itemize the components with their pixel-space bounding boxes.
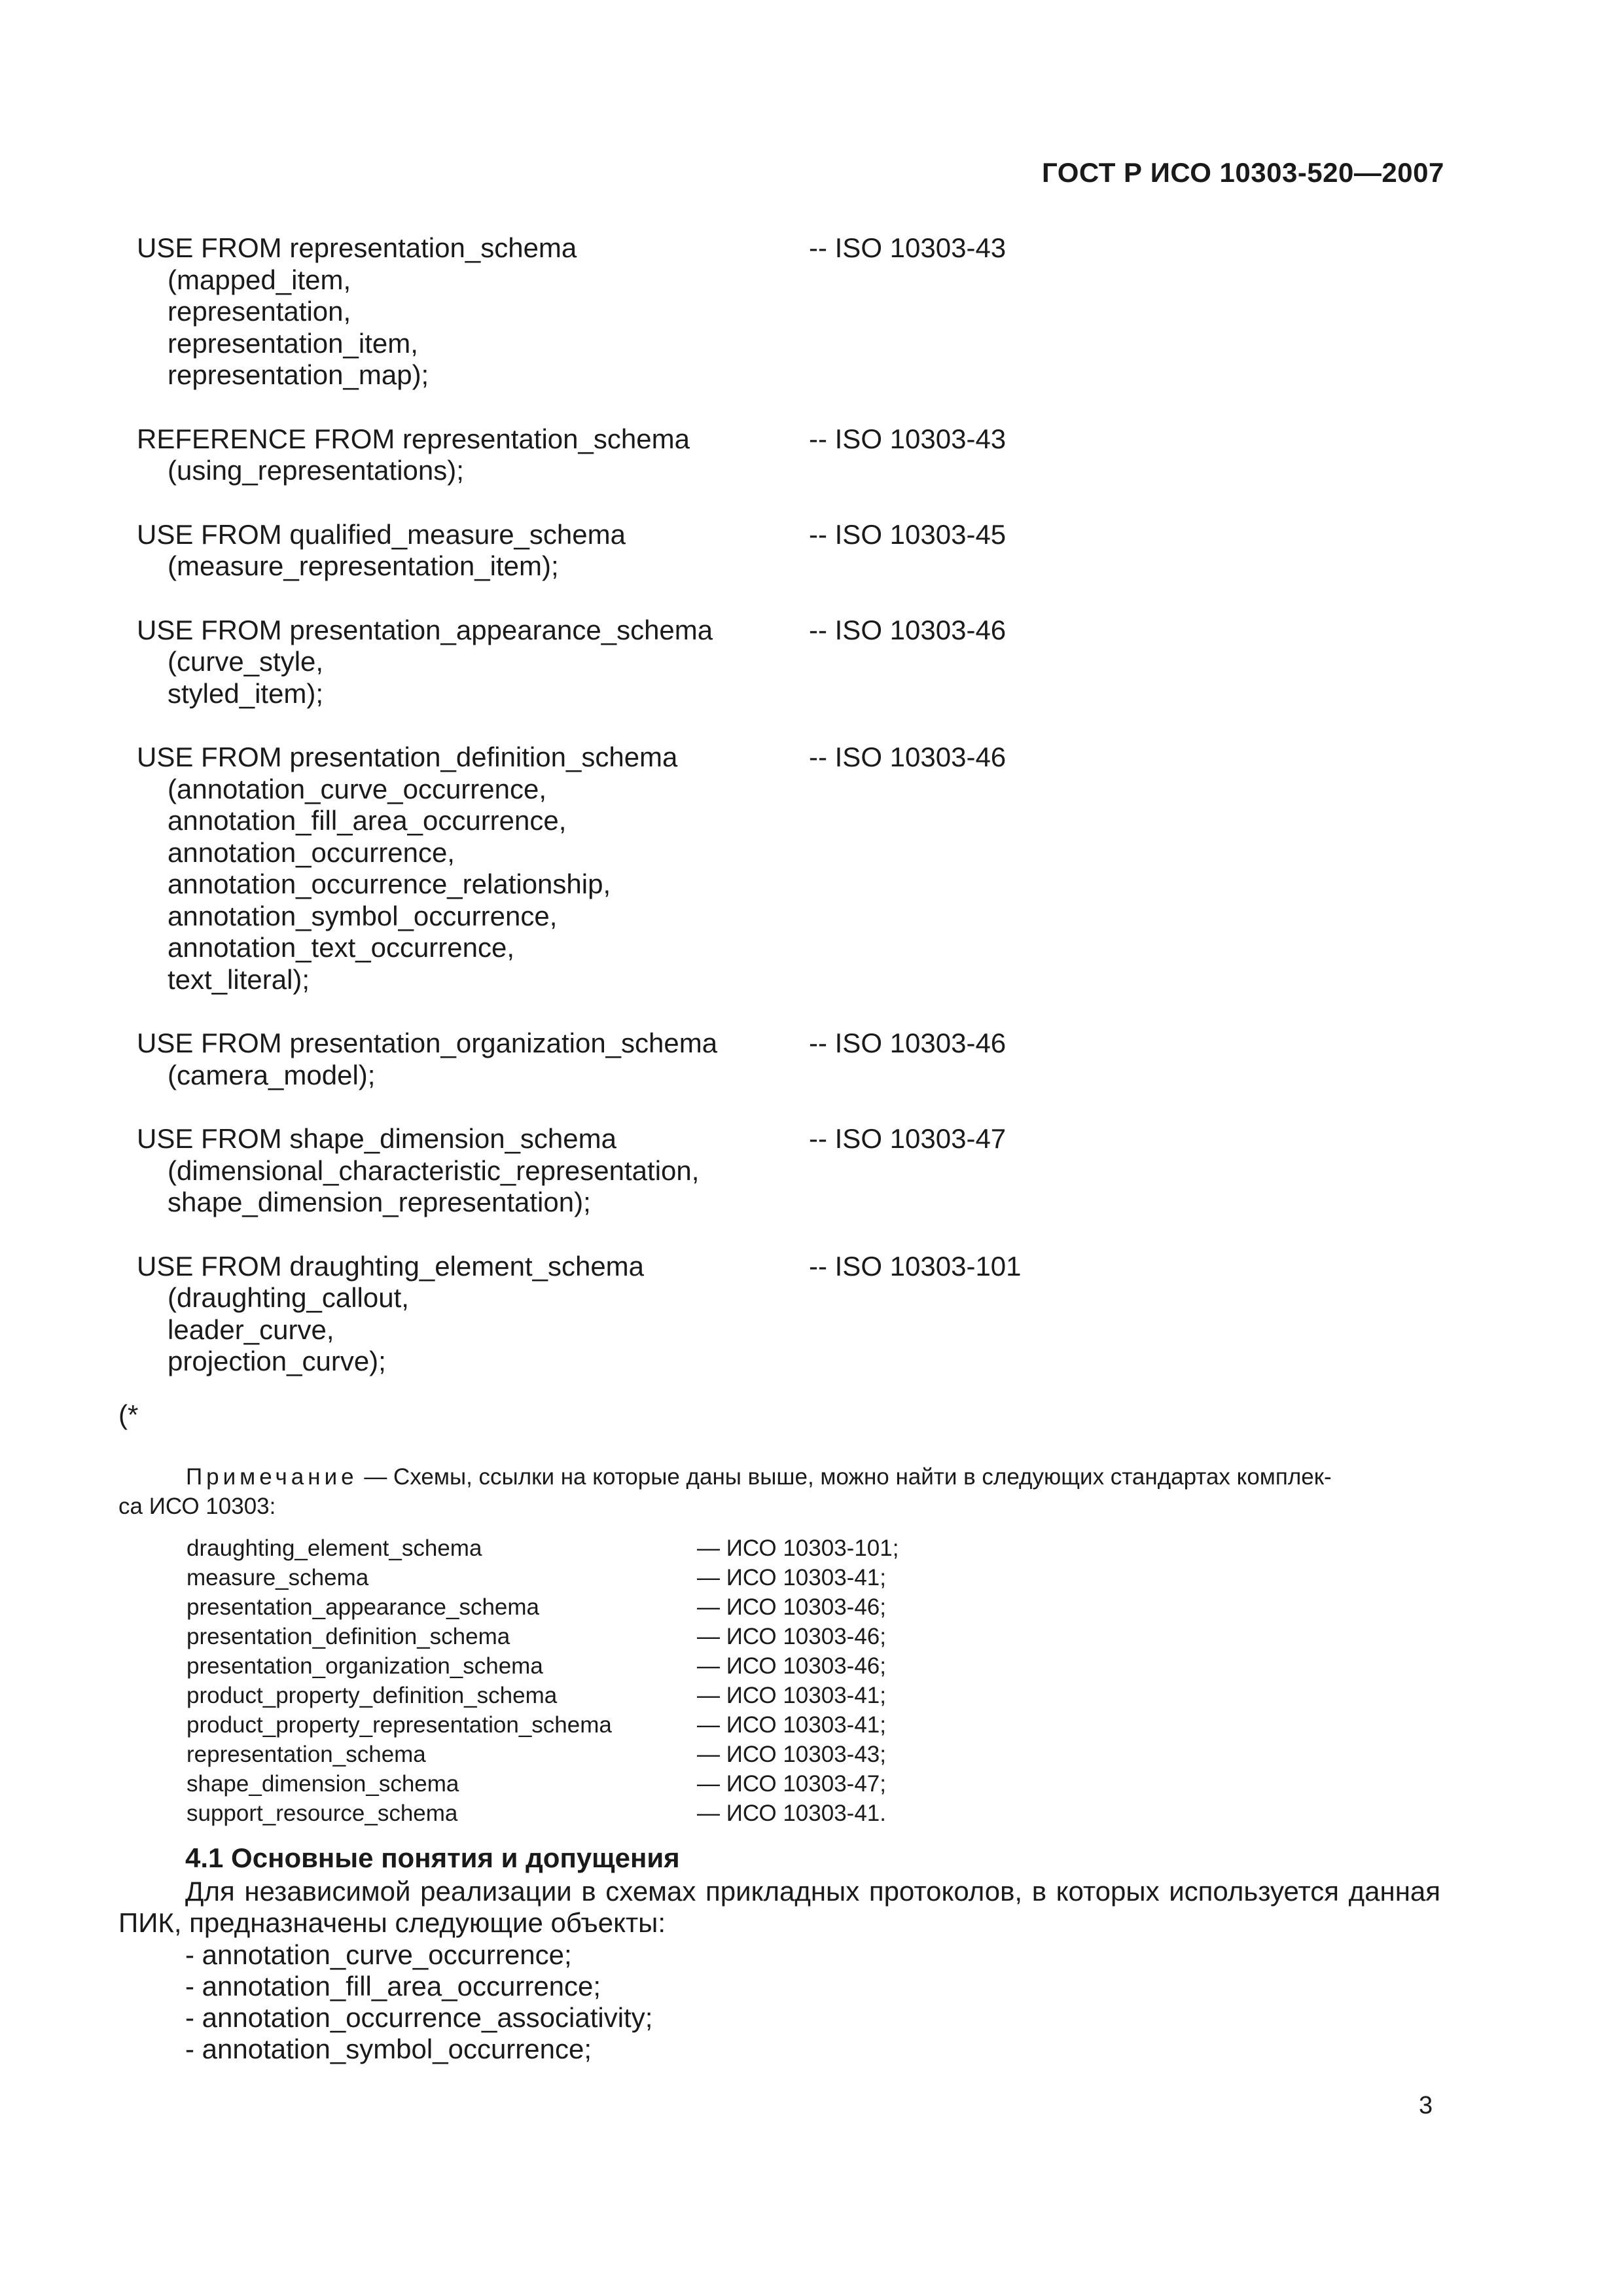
interface-item: (dimensional_characteristic_representation,	[168, 1155, 700, 1186]
schema-standard: — ИСО 10303-41;	[697, 1683, 886, 1708]
interface-statement: USE FROM shape_dimension_schema	[137, 1123, 616, 1154]
interface-statement: USE FROM presentation_appearance_schema	[137, 614, 713, 645]
list-item: - annotation_occurrence_associativity;	[185, 2002, 653, 2033]
page-number: 3	[1419, 2092, 1433, 2119]
interface-item: (measure_representation_item);	[168, 550, 559, 581]
section-paragraph: Для независимой реализации в схемах прикладных протоколов, в которых используется данная ПИК, предназначены следующие объекты:	[118, 1876, 1440, 1938]
schema-name: representation_schema	[187, 1742, 426, 1767]
schema-row	[187, 1563, 886, 1592]
interface-item: representation_item,	[168, 327, 418, 359]
interface-block	[137, 423, 1118, 487]
note-line-1	[118, 1462, 1440, 1492]
interface-item: annotation_symbol_occurrence,	[168, 900, 558, 931]
schema-standard: — ИСО 10303-101;	[697, 1535, 899, 1561]
iso-reference: -- ISO 10303-43	[809, 232, 1007, 263]
comment-close: (*	[118, 1399, 139, 1430]
schema-row	[187, 1799, 886, 1828]
iso-reference: -- ISO 10303-47	[809, 1123, 1007, 1154]
interface-block	[137, 232, 1118, 391]
note-text: — Схемы, ссылки на которые даны выше, можно найти в следующих стандартах комплек-	[357, 1464, 1332, 1490]
schema-row	[187, 1651, 886, 1681]
interface-item: (draughting_callout,	[168, 1282, 409, 1313]
iso-reference: -- ISO 10303-46	[809, 614, 1007, 645]
schema-name: presentation_definition_schema	[187, 1624, 510, 1649]
note	[118, 1462, 1440, 1521]
interface-item: representation_map);	[168, 359, 429, 390]
interface-item: (mapped_item,	[168, 264, 351, 295]
schema-standard: — ИСО 10303-41.	[697, 1801, 886, 1826]
interface-block	[137, 519, 1118, 583]
list-item: - annotation_curve_occurrence;	[185, 1939, 572, 1970]
express-interface-specifications	[137, 232, 1118, 1410]
schema-row	[187, 1710, 886, 1740]
iso-reference: -- ISO 10303-101	[809, 1250, 1022, 1282]
schema-reference-list	[187, 1534, 899, 1828]
schema-name: product_property_representation_schema	[187, 1712, 612, 1738]
interface-item: (annotation_curve_occurrence,	[168, 773, 547, 804]
schema-name: presentation_organization_schema	[187, 1653, 543, 1679]
interface-block	[137, 615, 1118, 710]
interface-item: annotation_occurrence,	[168, 836, 455, 868]
schema-standard: — ИСО 10303-46;	[697, 1594, 886, 1620]
interface-statement: USE FROM draughting_element_schema	[137, 1250, 645, 1282]
interface-item: projection_curve);	[168, 1346, 386, 1376]
iso-reference: -- ISO 10303-46	[809, 1028, 1007, 1058]
iso-reference: -- ISO 10303-46	[809, 742, 1007, 772]
section-title: 4.1 Основные понятия и допущения	[185, 1842, 680, 1873]
interface-item: annotation_occurrence_relationship,	[168, 869, 611, 899]
interface-statement: USE FROM presentation_organization_schema	[137, 1028, 718, 1058]
schema-row	[187, 1534, 899, 1563]
schema-row	[187, 1740, 886, 1769]
schema-standard: — ИСО 10303-43;	[697, 1742, 886, 1767]
schema-name: draughting_element_schema	[187, 1535, 482, 1561]
interface-item: annotation_text_occurrence,	[168, 932, 515, 963]
schema-standard: — ИСО 10303-41;	[697, 1712, 886, 1738]
interface-item: annotation_fill_area_occurrence,	[168, 805, 567, 836]
interface-block	[137, 1123, 1118, 1219]
interface-statement: USE FROM representation_schema	[137, 232, 577, 263]
schema-row	[187, 1592, 886, 1622]
interface-item: text_literal);	[168, 963, 310, 995]
note-label: Примечание	[186, 1464, 358, 1490]
interface-block	[137, 742, 1118, 996]
schema-row	[187, 1769, 886, 1799]
iso-reference: -- ISO 10303-45	[809, 518, 1007, 550]
interface-item: (camera_model);	[168, 1059, 376, 1090]
interface-item: styled_item);	[168, 677, 324, 709]
interface-block	[137, 1028, 1118, 1091]
schema-row	[187, 1681, 886, 1710]
list-item: - annotation_symbol_occurrence;	[185, 2034, 592, 2064]
interface-item: representation,	[168, 296, 351, 327]
schema-name: support_resource_schema	[187, 1801, 458, 1826]
schema-name: presentation_appearance_schema	[187, 1594, 539, 1620]
schema-standard: — ИСО 10303-41;	[697, 1565, 886, 1590]
interface-item: shape_dimension_representation);	[168, 1187, 591, 1217]
interface-statement: USE FROM presentation_definition_schema	[137, 742, 678, 772]
schema-name: shape_dimension_schema	[187, 1771, 459, 1797]
schema-standard: — ИСО 10303-47;	[697, 1771, 886, 1797]
interface-item: (curve_style,	[168, 646, 324, 677]
schema-standard: — ИСО 10303-46;	[697, 1624, 886, 1649]
interface-item: leader_curve,	[168, 1314, 334, 1345]
interface-statement: REFERENCE FROM representation_schema	[137, 423, 690, 454]
interface-item: (using_representations);	[168, 455, 464, 486]
document-header: ГОСТ Р ИСО 10303-520—2007	[1042, 157, 1444, 188]
schema-row	[187, 1622, 886, 1651]
object-list	[185, 1939, 652, 2065]
interface-statement: USE FROM qualified_measure_schema	[137, 518, 626, 550]
schema-name: product_property_definition_schema	[187, 1683, 558, 1708]
schema-name: measure_schema	[187, 1565, 369, 1590]
schema-standard: — ИСО 10303-46;	[697, 1653, 886, 1679]
note-line-2: са ИСО 10303:	[118, 1494, 276, 1519]
list-item: - annotation_fill_area_occurrence;	[185, 1971, 601, 2001]
interface-block	[137, 1251, 1118, 1378]
iso-reference: -- ISO 10303-43	[809, 423, 1007, 454]
